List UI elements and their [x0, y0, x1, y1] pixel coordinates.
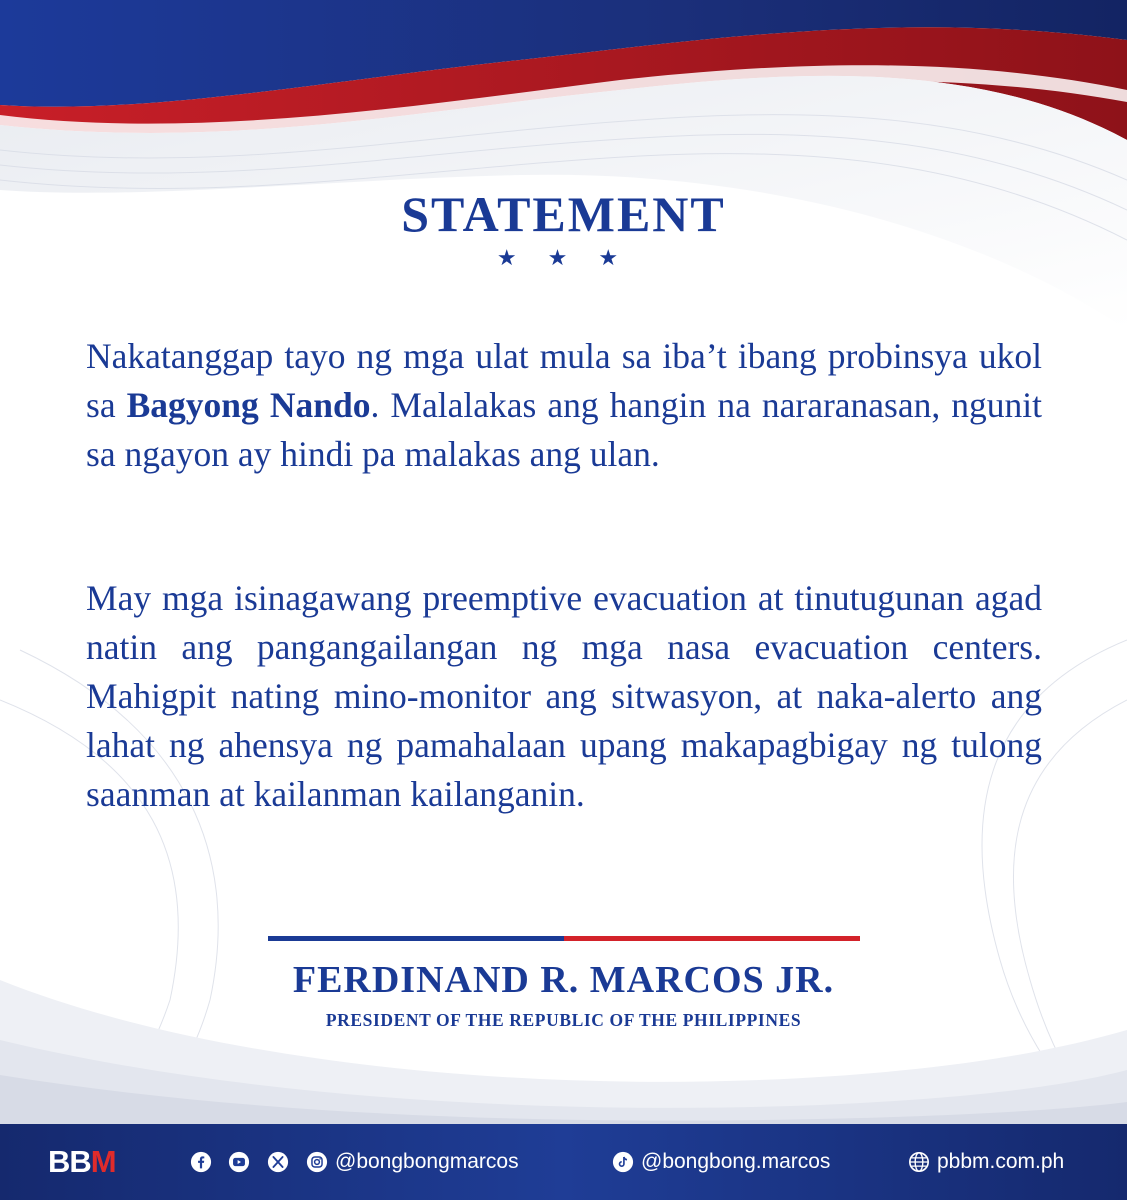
- signatory-title: PRESIDENT OF THE REPUBLIC OF THE PHILIPPINES: [325, 1010, 802, 1030]
- bbm-logo: [48, 1144, 116, 1180]
- stars-divider: ★ ★ ★: [496, 246, 631, 271]
- website-link[interactable]: pbbm.com.ph: [937, 1150, 1065, 1173]
- paragraph-1: [86, 332, 1042, 479]
- globe-icon[interactable]: [908, 1151, 930, 1173]
- paragraph-2: May mga isinagawang preemptive evacuation at tinutugunan agad natin ang pangangailangan ng mga nasa evacuation centers. Mahigpit nating mino-monitor ang sitwasyon, at naka-alerto ang lahat ng ahensya ng pamahalaan upang makapagbigay ng tulong saanman at kailanman kailanganin.: [86, 578, 1042, 814]
- facebook-icon[interactable]: [190, 1151, 212, 1173]
- paragraph-1-text-end: . Malalakas ang hangin na nararanasan, ngunit sa ngayon ay hindi pa malakas ang ulan.: [86, 385, 1043, 474]
- storm-name: Bagyong Nando: [126, 385, 371, 425]
- x-icon[interactable]: [267, 1151, 289, 1173]
- logo-m: M: [90, 1144, 116, 1179]
- tiktok-handle[interactable]: @bongbong.marcos: [641, 1150, 831, 1173]
- statement-title: STATEMENT: [401, 186, 726, 242]
- instagram-icon[interactable]: [306, 1151, 328, 1173]
- social-handle[interactable]: @bongbongmarcos: [335, 1150, 519, 1173]
- signature-divider: [268, 936, 860, 941]
- tiktok-icon[interactable]: [612, 1151, 634, 1173]
- youtube-icon[interactable]: [228, 1151, 250, 1173]
- signatory-name: FERDINAND R. MARCOS JR.: [292, 959, 835, 1001]
- logo-bb: BB: [48, 1144, 91, 1179]
- footer-bar: [0, 1124, 1127, 1200]
- paragraph-1-text-start: Nakatanggap tayo ng mga ulat mula sa iba’t ibang probinsya ukol sa: [86, 336, 1042, 425]
